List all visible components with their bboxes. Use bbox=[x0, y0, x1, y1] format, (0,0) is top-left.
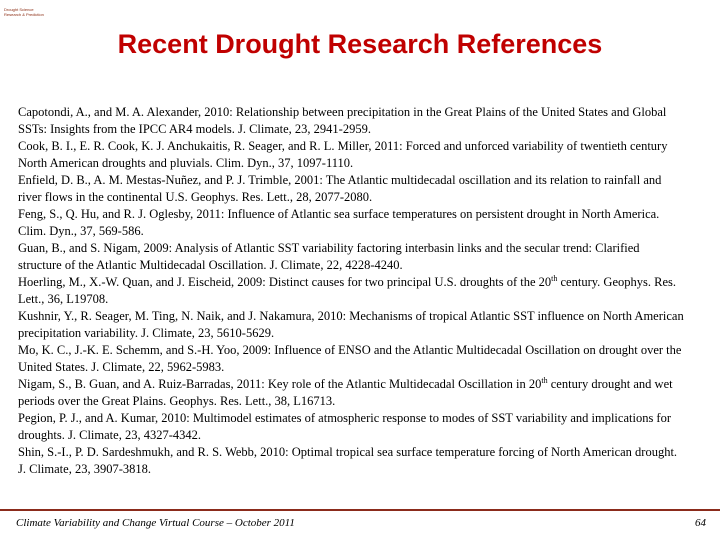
reference-item: Capotondi, A., and M. A. Alexander, 2010: Relationship between precipitation in the Great Plains of the United States and Global SSTs: Insights from the IPCC AR4 models. J. Climate, 23, 2941-2959. bbox=[18, 105, 667, 136]
ordinal-superscript: th bbox=[541, 375, 548, 385]
reference-item: Guan, B., and S. Nigam, 2009: Analysis of Atlantic SST variability factoring interbasin links and the secular trend: Clarified structure of the Atlantic Multidecadal Oscillation. J. Climate, 22, 4228-4240. bbox=[18, 241, 640, 272]
page-title: Recent Drought Research References bbox=[117, 29, 603, 59]
reference-item: Shin, S.-I., P. D. Sardeshmukh, and R. S. Webb, 2010: Optimal tropical sea surface temperature forcing of North American drought. J. Climate, 23, 3907-3818. bbox=[18, 445, 678, 476]
reference-item bbox=[18, 376, 686, 410]
footer-divider bbox=[0, 509, 720, 511]
reference-item: Feng, S., Q. Hu, and R. J. Oglesby, 2011: Influence of Atlantic sea surface temperatures on persistent drought in North America. Clim. Dyn., 37, 569-586. bbox=[18, 207, 660, 238]
reference-item: Cook, B. I., E. R. Cook, K. J. Anchukaitis, R. Seager, and R. L. Miller, 2011: Forced and unforced variability of twentieth century North American droughts and pluvials. Clim. Dyn., 37, 1097-1110. bbox=[18, 139, 668, 170]
reference-item: Pegion, P. J., and A. Kumar, 2010: Multimodel estimates of atmospheric response to modes of SST variability and implications for droughts. J. Climate, 23, 4327-4342. bbox=[18, 411, 672, 442]
reference-item: Mo, K. C., J.-K. E. Schemm, and S.-H. Yoo, 2009: Influence of ENSO and the Atlantic Multidecadal Oscillation on drought over the United States. J. Climate, 22, 5962-5983. bbox=[18, 343, 682, 374]
reference-item bbox=[18, 274, 686, 308]
reference-text: Nigam, S., B. Guan, and A. Ruiz-Barradas, 2011: Key role of the Atlantic Multidecadal Oscillation in 20 bbox=[18, 377, 542, 391]
logo-line-1: Drought Science bbox=[4, 7, 34, 12]
reference-list bbox=[18, 104, 686, 478]
page-number: 64 bbox=[695, 517, 706, 529]
footer-course-title: Climate Variability and Change Virtual Course – October 2011 bbox=[16, 517, 295, 529]
reference-item: Enfield, D. B., A. M. Mestas-Nuñez, and P. J. Trimble, 2001: The Atlantic multidecadal oscillation and its relation to rainfall and river flows in the continental U.S. Geophys. Res. Lett., 28, 2077-2080. bbox=[18, 173, 662, 204]
course-logo bbox=[4, 2, 44, 28]
reference-text: century. Geophys. Res. Lett., 36, L19708. bbox=[18, 275, 676, 306]
reference-text: Hoerling, M., X.-W. Quan, and J. Eischeid, 2009: Distinct causes for two principal U.S. droughts of the 20 bbox=[18, 275, 552, 289]
reference-text: century drought and wet periods over the Great Plains. Geophys. Res. Lett., 38, L16713. bbox=[18, 377, 673, 408]
logo-line-2: Research & Prediction bbox=[4, 12, 44, 17]
ordinal-superscript: th bbox=[551, 273, 558, 283]
reference-item: Kushnir, Y., R. Seager, M. Ting, N. Naik, and J. Nakamura, 2010: Mechanisms of tropical Atlantic SST influence on North American precipitation variability. J. Climate, 23, 5610-5629. bbox=[18, 309, 684, 340]
